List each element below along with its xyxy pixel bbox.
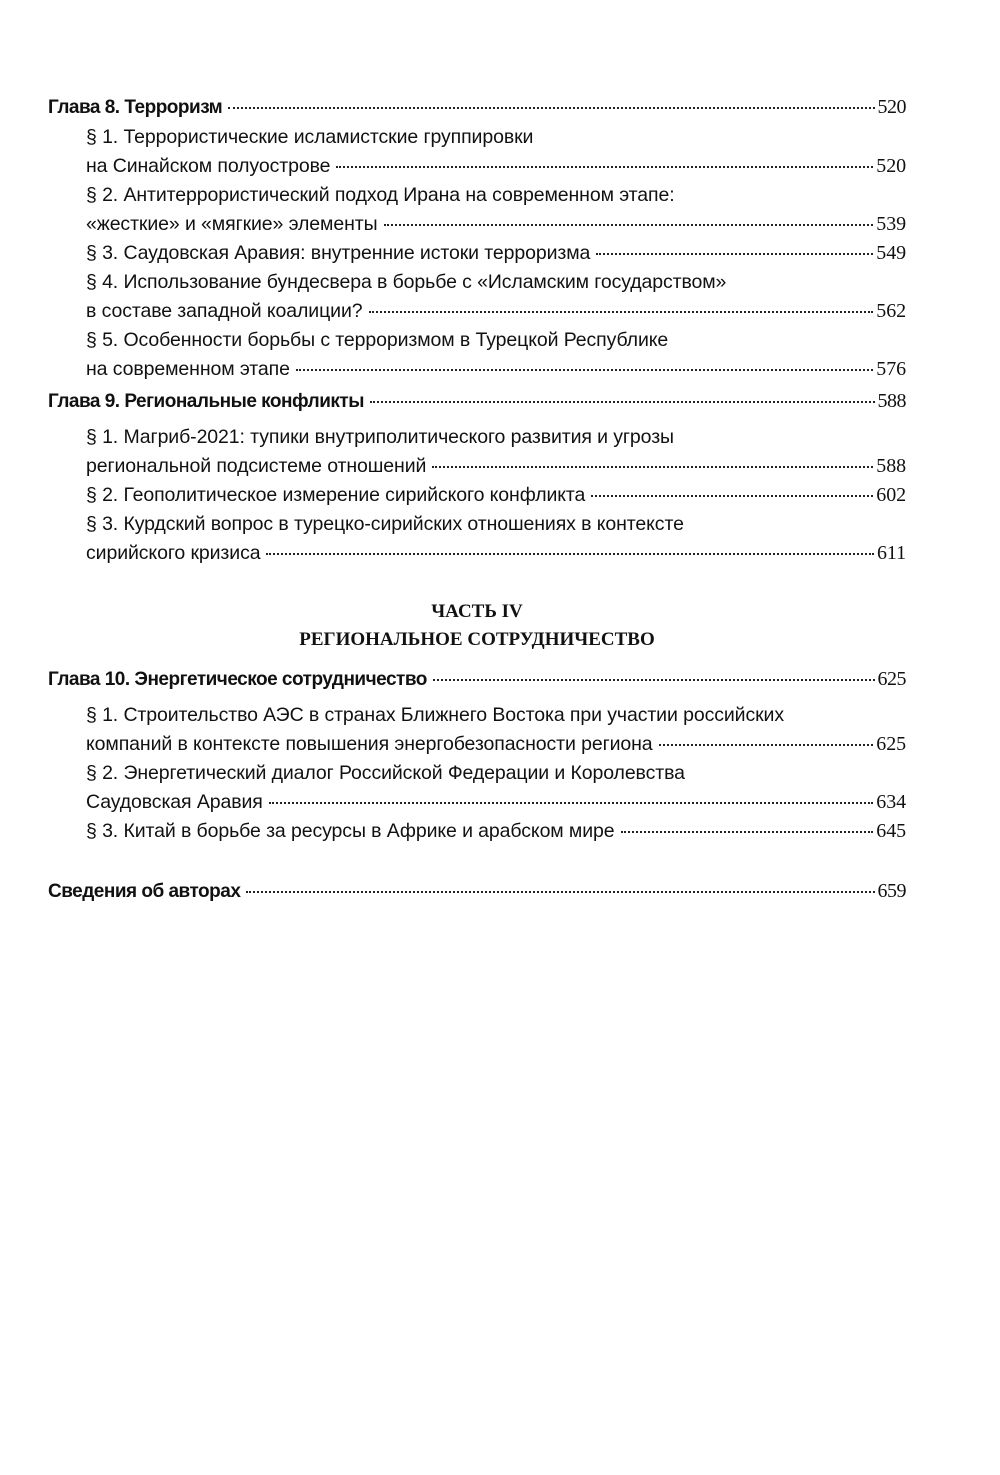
- dot-leader: [336, 166, 873, 168]
- page-number: 625: [877, 668, 906, 690]
- section-title-line: § 5. Особенности борьбы с терроризмом в Турецкой Республике: [86, 329, 669, 351]
- page-number: 602: [876, 484, 906, 506]
- section-title-line: § 3. Китай в борьбе за ресурсы в Африке и арабском мире: [86, 820, 615, 842]
- section-title-line: региональной подсистеме отношений: [86, 455, 427, 477]
- chapter-9-entry[interactable]: [48, 386, 906, 417]
- page-number: 645: [876, 820, 906, 842]
- section-entry[interactable]: [86, 481, 906, 510]
- chapter-title: Глава 8. Терроризм: [48, 97, 223, 118]
- authors-entry[interactable]: [48, 876, 906, 907]
- section-entry[interactable]: [86, 123, 906, 181]
- page-number: 539: [876, 213, 906, 235]
- section-title-line: § 2. Антитеррористический подход Ирана на современном этапе:: [86, 184, 675, 206]
- dot-leader: [659, 744, 874, 746]
- section-title-line: «жесткие» и «мягкие» элементы: [86, 213, 378, 235]
- dot-leader: [296, 369, 873, 371]
- section-title-line: § 1. Строительство АЭС в странах Ближнего Востока при участии российских: [86, 704, 784, 726]
- section-entry[interactable]: [86, 510, 906, 568]
- page-number: 520: [876, 155, 906, 177]
- part-label: ЧАСТЬ IV: [431, 601, 523, 622]
- section-entry[interactable]: [86, 181, 906, 239]
- section-entry[interactable]: [86, 759, 906, 817]
- dot-leader: [266, 553, 874, 555]
- section-title-line: § 4. Использование бундесвера в борьбе с «Исламским государством»: [86, 271, 727, 293]
- chapter-title: Сведения об авторах: [48, 881, 241, 902]
- dot-leader: [432, 466, 873, 468]
- page-number: 588: [877, 390, 906, 412]
- page-number: 634: [876, 791, 906, 813]
- page-number: 576: [876, 358, 906, 380]
- section-title-line: § 1. Террористические исламистские группировки: [86, 126, 534, 148]
- section-title-line: в составе западной коалиции?: [86, 300, 363, 322]
- part-title: РЕГИОНАЛЬНОЕ СОТРУДНИЧЕСТВО: [299, 629, 655, 650]
- dot-leader: [369, 311, 874, 313]
- section-title-line: сирийского кризиса: [86, 542, 261, 564]
- dot-leader: [621, 831, 874, 833]
- page-number: 625: [876, 733, 906, 755]
- dot-leader: [596, 253, 873, 255]
- dot-leader: [591, 495, 873, 497]
- section-title-line: § 2. Геополитическое измерение сирийского конфликта: [86, 484, 586, 506]
- page-number: 520: [877, 96, 906, 118]
- table-of-contents: [48, 92, 906, 907]
- page-number: 659: [877, 880, 906, 902]
- section-entry[interactable]: [86, 268, 906, 326]
- dot-leader: [228, 107, 874, 109]
- chapter-10-entry[interactable]: [48, 664, 906, 695]
- dot-leader: [433, 679, 875, 681]
- section-title-line: компаний в контексте повышения энергобезопасности региона: [86, 733, 653, 755]
- chapter-8-entry[interactable]: [48, 92, 906, 123]
- dot-leader: [384, 224, 874, 226]
- section-entry[interactable]: [86, 701, 906, 759]
- page-number: 562: [876, 300, 906, 322]
- section-title-line: § 3. Саудовская Аравия: внутренние истоки терроризма: [86, 242, 591, 264]
- section-title-line: § 3. Курдский вопрос в турецко-сирийских отношениях в контексте: [86, 513, 684, 535]
- dot-leader: [370, 401, 875, 403]
- page-number: 611: [877, 542, 906, 564]
- section-entry[interactable]: [86, 817, 906, 846]
- section-entry[interactable]: [86, 423, 906, 481]
- section-title-line: Саудовская Аравия: [86, 791, 263, 813]
- dot-leader: [246, 891, 874, 893]
- section-entry[interactable]: [86, 239, 906, 268]
- section-title-line: § 2. Энергетический диалог Российской Федерации и Королевства: [86, 762, 685, 784]
- page-number: 588: [876, 455, 906, 477]
- section-entry[interactable]: [86, 326, 906, 384]
- chapter-title: Глава 10. Энергетическое сотрудничество: [48, 669, 427, 690]
- section-title-line: § 1. Магриб-2021: тупики внутриполитического развития и угрозы: [86, 426, 674, 448]
- section-title-line: на Синайском полуострове: [86, 155, 331, 177]
- section-title-line: на современном этапе: [86, 358, 290, 380]
- chapter-title: Глава 9. Региональные конфликты: [48, 391, 364, 412]
- page-number: 549: [876, 242, 906, 264]
- dot-leader: [269, 802, 874, 804]
